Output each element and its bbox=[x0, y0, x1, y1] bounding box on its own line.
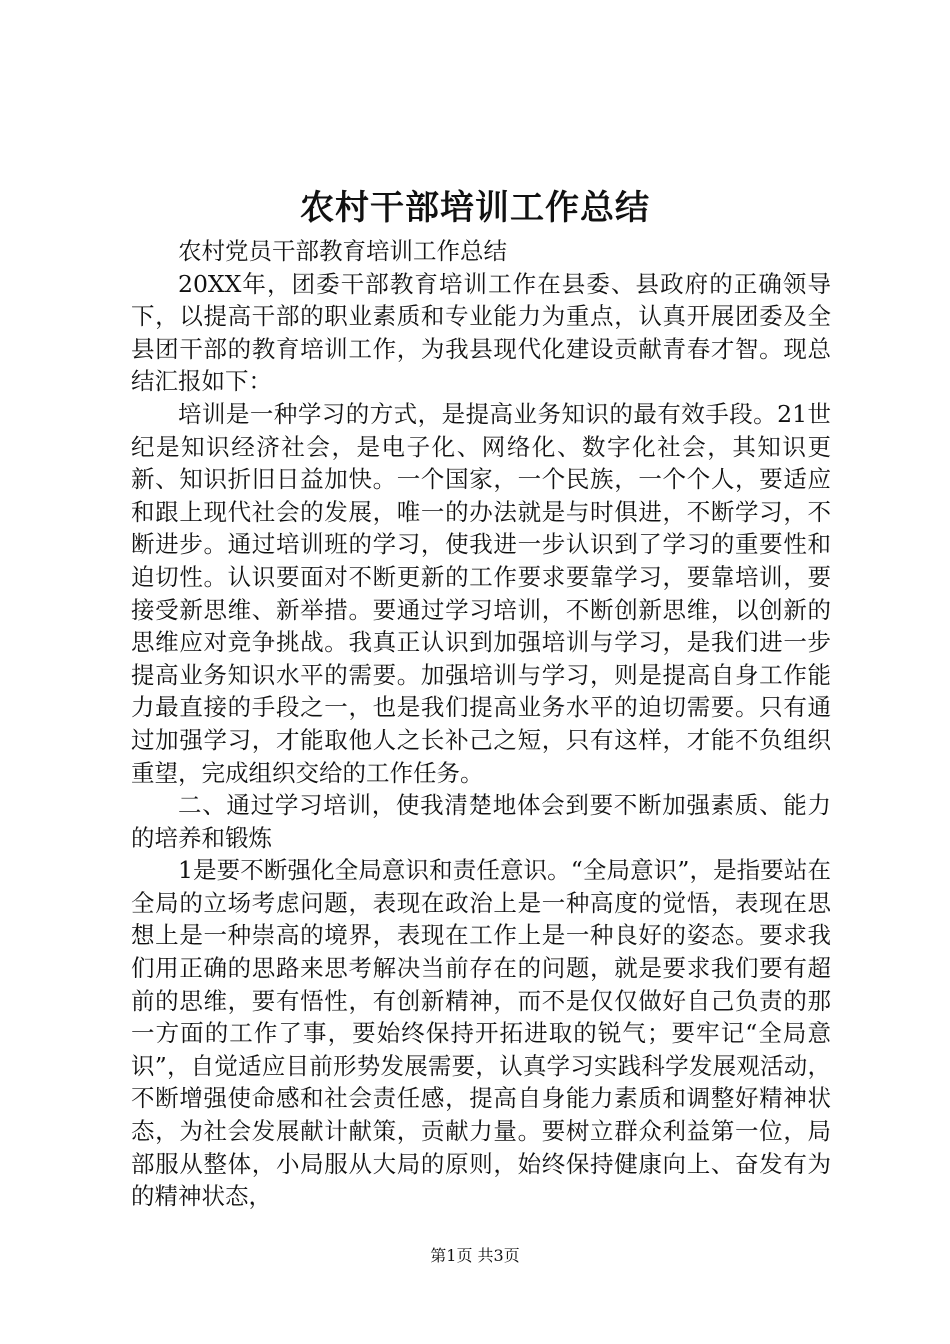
paragraph-intro: 20XX年，团委干部教育培训工作在县委、县政府的正确领导下，以提高干部的职业素质和专业能力为重点，认真开展团委及全县团干部的教育培训工作，为我县现代化建设贡献青春才智。现总结汇报如下： bbox=[131, 269, 831, 396]
paragraph-subtitle: 农村党员干部教育培训工作总结 bbox=[178, 237, 507, 265]
page-number-footer: 第1页 共3页 bbox=[430, 1246, 520, 1265]
paragraph-global-awareness: 1是要不断强化全局意识和责任意识。“全局意识”，是指要站在全局的立场考虑问题，表现在政治上是一种高度的觉悟，表现在思想上是一种崇高的境界，表现在工作上是一种良好的姿态。要求我们用正确的思路来思考解决当前存在的问题，就是要求我们要有超前的思维，要有悟性，有创新精神，而不是仅仅做好自己负责的那一方面的工作了事，要始终保持开拓进取的锐气；要牢记“全局意识”，自觉适应目前形势发展需要，认真学习实践科学发展观活动，不断增强使命感和社会责任感，提高自身能力素质和调整好精神状态，为社会发展献计献策，贡献力量。要树立群众利益第一位，局部服从整体，小局服从大局的原则，始终保持健康向上、奋发有为的精神状态， bbox=[131, 856, 831, 1211]
document-body bbox=[131, 235, 831, 1213]
paragraph-training: 培训是一种学习的方式，是提高业务知识的最有效手段。21世纪是知识经济社会，是电子化、网络化、数字化社会，其知识更新、知识折旧日益加快。一个国家，一个民族，一个个人，要适应和跟上现代社会的发展，唯一的办法就是与时俱进，不断学习，不断进步。通过培训班的学习，使我进一步认识到了学习的重要性和迫切性。认识要面对不断更新的工作要求要靠学习，要靠培训，要接受新思维、新举措。要通过学习培训，不断创新思维，以创新的思维应对竞争挑战。我真正认识到加强培训与学习，是我们进一步提高业务知识水平的需要。加强培训与学习，则是提高自身工作能力最直接的手段之一，也是我们提高业务水平的迫切需要。只有通过加强学习，才能取他人之长补己之短，只有这样，才能不负组织重望，完成组织交给的工作任务。 bbox=[131, 399, 831, 787]
paragraph-section-two-heading: 二、通过学习培训，使我清楚地体会到要不断加强素质、能力的培养和锻炼 bbox=[131, 791, 831, 852]
document-title: 农村干部培训工作总结 bbox=[300, 188, 650, 228]
